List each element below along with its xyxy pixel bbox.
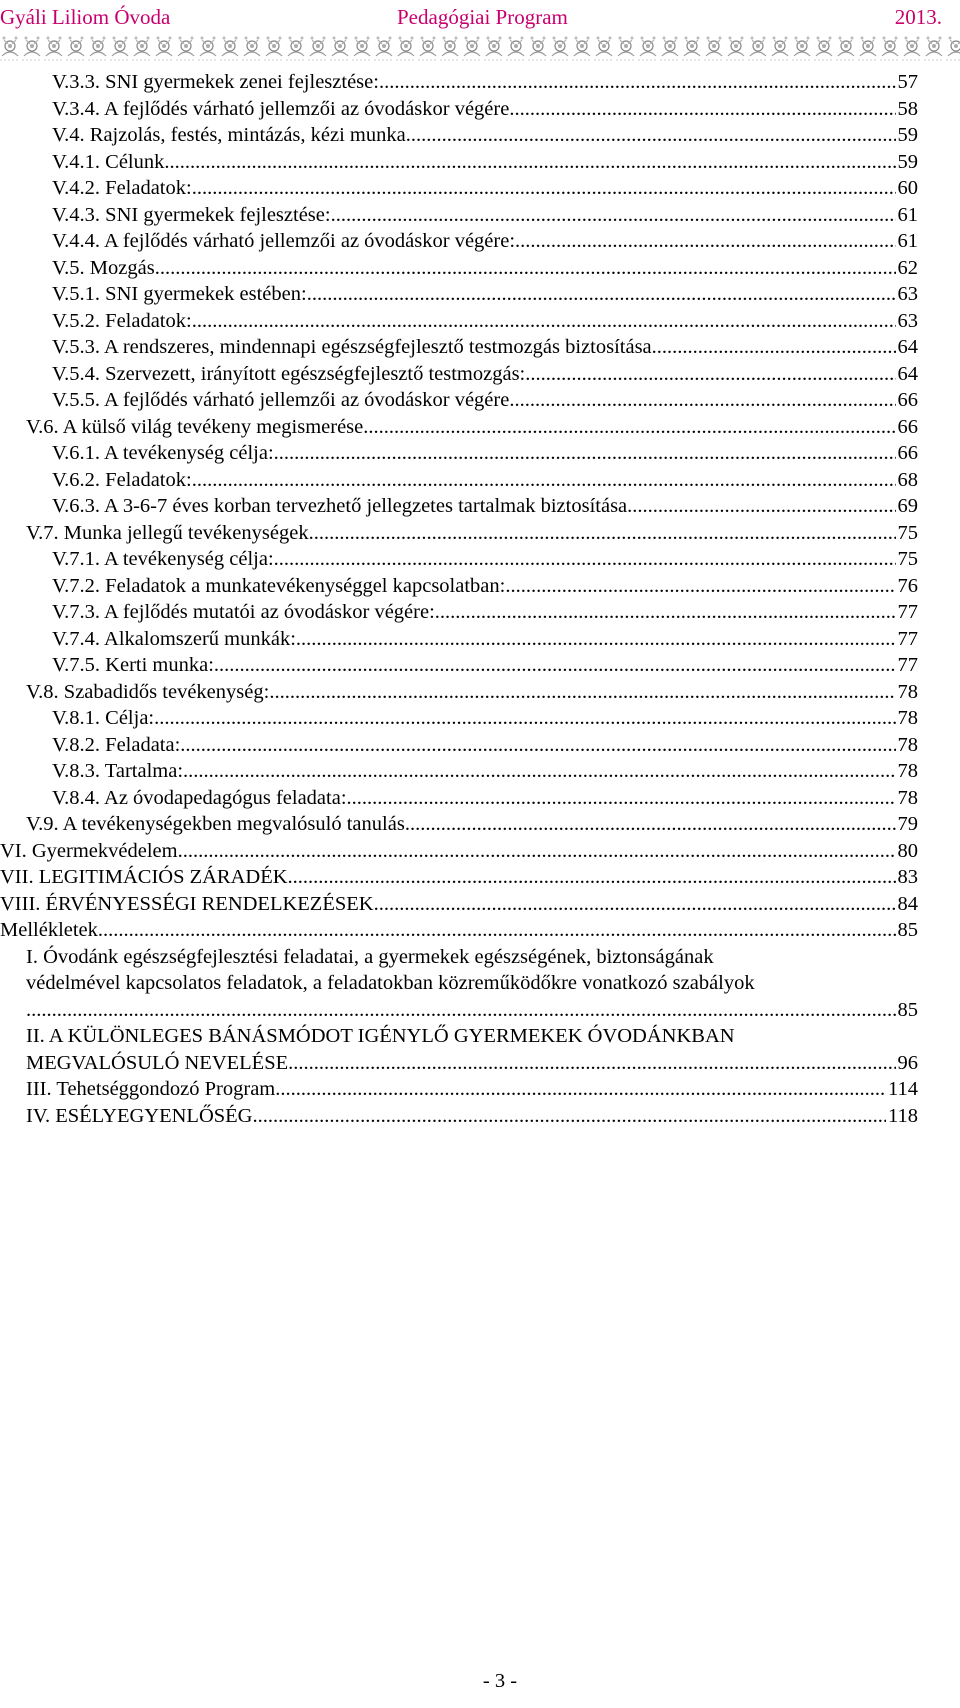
toc-entry-page: 77 bbox=[897, 601, 918, 623]
toc-entry[interactable] bbox=[52, 706, 918, 731]
toc-entry-page: 78 bbox=[897, 760, 918, 782]
toc-dot-leader bbox=[509, 388, 895, 413]
toc-entry-title: V.4.1. Célunk bbox=[52, 150, 165, 173]
toc-entry-page: 77 bbox=[897, 654, 918, 676]
toc-entry-title: V.3.4. A fejlődés várható jellemzői az óvodáskor végére bbox=[52, 97, 510, 120]
toc-entry-page: 63 bbox=[897, 283, 918, 305]
toc-dot-leader bbox=[155, 256, 896, 281]
toc-entry-title: V.8.1. Célja: bbox=[52, 707, 155, 729]
toc-dot-leader bbox=[405, 812, 896, 837]
toc-entry[interactable] bbox=[26, 521, 918, 546]
floral-ornament-border bbox=[0, 34, 960, 64]
toc-entry-page: 64 bbox=[897, 362, 918, 385]
toc-entry[interactable] bbox=[26, 415, 918, 440]
toc-entry-title: V.4. Rajzolás, festés, mintázás, kézi munka bbox=[52, 124, 406, 146]
toc-dot-leader bbox=[379, 70, 896, 95]
toc-entry-title: V.9. A tevékenységekben megvalósuló tanulás bbox=[26, 813, 405, 835]
toc-entry-page: 76 bbox=[897, 574, 918, 597]
toc-dot-leader bbox=[26, 998, 896, 1023]
toc-entry[interactable] bbox=[52, 70, 918, 95]
toc-entry[interactable] bbox=[52, 229, 918, 254]
toc-entry-page: 66 bbox=[897, 415, 918, 438]
toc-dot-leader bbox=[164, 150, 895, 175]
toc-entry-title: V.4.3. SNI gyermekek fejlesztése: bbox=[52, 203, 331, 226]
toc-dot-leader bbox=[296, 627, 896, 652]
toc-entry[interactable] bbox=[52, 335, 918, 360]
toc-dot-leader bbox=[515, 229, 895, 254]
toc-entry-title: V.7. Munka jellegű tevékenységek bbox=[26, 521, 309, 544]
toc-entry-title: V.4.2. Feladatok: bbox=[52, 177, 192, 199]
toc-entry-title: V.5.2. Feladatok: bbox=[52, 309, 192, 332]
toc-dot-leader bbox=[183, 759, 895, 784]
toc-entry-page: 118 bbox=[888, 1104, 918, 1127]
toc-entry[interactable] bbox=[52, 786, 918, 811]
toc-dot-leader bbox=[363, 415, 895, 440]
toc-entry-page: 83 bbox=[897, 866, 918, 888]
toc-entry-page: 63 bbox=[897, 309, 918, 332]
toc-entry[interactable] bbox=[26, 1051, 918, 1076]
toc-entry-title: VIII. ÉRVÉNYESSÉGI RENDELKEZÉSEK bbox=[0, 892, 374, 915]
toc-entry-title: V.8.2. Feladata: bbox=[52, 733, 181, 756]
toc-dot-leader bbox=[374, 892, 896, 917]
toc-dot-leader bbox=[627, 494, 895, 519]
toc-dot-leader bbox=[331, 203, 896, 228]
toc-entry-title: V.5.4. Szervezett, irányított egészségfejlesztő testmozgás: bbox=[52, 362, 526, 385]
toc-entry-title-line: II. A KÜLÖNLEGES BÁNÁSMÓDOT IGÉNYLŐ GYERMEKEK ÓVODÁNKBAN bbox=[26, 1025, 735, 1047]
toc-dot-leader bbox=[192, 309, 896, 334]
toc-entry-title-line: védelmével kapcsolatos feladatok, a feladatokban közreműködőkre vonatkozó szabályok bbox=[26, 972, 755, 994]
toc-entry-title: V.5.3. A rendszeres, mindennapi egészségfejlesztő testmozgás biztosítása bbox=[52, 336, 652, 358]
toc-entry-page: 85 bbox=[897, 998, 918, 1021]
toc-entry[interactable] bbox=[26, 812, 918, 837]
toc-entry-page: 61 bbox=[897, 203, 918, 226]
page-header bbox=[0, 0, 960, 30]
toc-entry-title: V.5.1. SNI gyermekek estében: bbox=[52, 283, 307, 305]
toc-entry[interactable] bbox=[52, 203, 918, 228]
toc-dot-leader bbox=[214, 653, 896, 678]
toc-entry-title: V.7.5. Kerti munka: bbox=[52, 654, 214, 676]
toc-entry-title: V.7.2. Feladatok a munkatevékenységgel kapcsolatban: bbox=[52, 574, 506, 597]
header-document-title: Pedagógiai Program bbox=[397, 5, 568, 29]
toc-dot-leader bbox=[652, 335, 896, 360]
toc-entry-page: 84 bbox=[897, 892, 918, 915]
toc-entry[interactable] bbox=[26, 998, 918, 1023]
toc-entry-title: V.8.3. Tartalma: bbox=[52, 760, 184, 782]
toc-entry-page: 58 bbox=[897, 97, 918, 120]
toc-dot-leader bbox=[288, 1051, 895, 1076]
toc-entry[interactable] bbox=[52, 733, 918, 758]
toc-entry[interactable] bbox=[52, 600, 918, 625]
toc-dot-leader bbox=[288, 865, 896, 890]
toc-entry-page: 114 bbox=[888, 1078, 918, 1100]
toc-entry[interactable] bbox=[52, 362, 918, 387]
toc-entry-title: V.6.3. A 3-6-7 éves korban tervezhető jellegzetes tartalmak biztosítása bbox=[52, 495, 628, 517]
toc-entry-page: 69 bbox=[897, 495, 918, 517]
toc-entry[interactable] bbox=[52, 653, 918, 678]
toc-entry-page: 59 bbox=[897, 150, 918, 173]
toc-entry-title: VI. Gyermekvédelem bbox=[0, 839, 178, 862]
toc-entry-page: 85 bbox=[897, 919, 918, 941]
toc-entry-page: 79 bbox=[897, 813, 918, 835]
toc-entry-page: 77 bbox=[897, 627, 918, 650]
toc-entry-title: IV. ESÉLYEGYENLŐSÉG bbox=[26, 1104, 253, 1127]
toc-entry-title: V.6. A külső világ tevékeny megismerése bbox=[26, 415, 364, 438]
toc-entry[interactable] bbox=[52, 494, 918, 519]
toc-dot-leader bbox=[347, 786, 896, 811]
toc-entry-page: 80 bbox=[897, 839, 918, 862]
toc-entry[interactable] bbox=[26, 1077, 918, 1102]
toc-entry[interactable] bbox=[52, 388, 918, 413]
toc-entry[interactable] bbox=[52, 97, 918, 122]
toc-entry-title: Mellékletek bbox=[0, 919, 98, 941]
toc-entry-page: 66 bbox=[897, 389, 918, 411]
toc-dot-leader bbox=[406, 123, 896, 148]
toc-dot-leader bbox=[274, 441, 896, 466]
toc-dot-leader bbox=[505, 574, 895, 599]
toc-dot-leader bbox=[252, 1104, 886, 1129]
toc-entry-title: V.7.3. A fejlődés mutatói az óvodáskor végére: bbox=[52, 601, 435, 623]
toc-entry-title: V.8. Szabadidős tevékenység: bbox=[26, 680, 270, 703]
toc-dot-leader bbox=[435, 600, 896, 625]
toc-dot-leader bbox=[154, 706, 895, 731]
toc-entry[interactable] bbox=[52, 759, 918, 784]
toc-entry-title: V.5. Mozgás bbox=[52, 256, 155, 279]
toc-entry[interactable] bbox=[52, 627, 918, 652]
toc-entry-title: V.8.4. Az óvodapedagógus feladata: bbox=[52, 786, 347, 809]
toc-entry[interactable] bbox=[26, 1104, 918, 1129]
toc-entry-page: 75 bbox=[897, 548, 918, 570]
toc-dot-leader bbox=[180, 733, 895, 758]
toc-entry-title: V.6.2. Feladatok: bbox=[52, 468, 192, 491]
toc-entry-page: 78 bbox=[897, 707, 918, 729]
toc-dot-leader bbox=[192, 468, 896, 493]
toc-entry-page: 68 bbox=[897, 468, 918, 491]
toc-entry-title: V.3.3. SNI gyermekek zenei fejlesztése: bbox=[52, 71, 379, 93]
toc-entry-title: V.7.4. Alkalomszerű munkák: bbox=[52, 627, 296, 650]
toc-dot-leader bbox=[269, 680, 895, 705]
toc-dot-leader bbox=[178, 839, 896, 864]
toc-dot-leader bbox=[192, 176, 896, 201]
toc-dot-leader bbox=[309, 521, 896, 546]
toc-entry[interactable] bbox=[52, 574, 918, 599]
toc-entry-page: 96 bbox=[897, 1051, 918, 1074]
toc-entry-page: 64 bbox=[897, 336, 918, 358]
page-number: - 3 - bbox=[482, 1670, 518, 1692]
toc-entry[interactable] bbox=[0, 839, 918, 864]
toc-entry-title-line: I. Óvodánk egészségfejlesztési feladatai, a gyermekek egészségének, biztonságának bbox=[26, 945, 714, 968]
header-institution: Gyáli Liliom Óvoda bbox=[0, 5, 171, 29]
toc-dot-leader bbox=[509, 97, 895, 122]
toc-entry-title: V.4.4. A fejlődés várható jellemzői az óvodáskor végére: bbox=[52, 230, 516, 252]
toc-entry[interactable] bbox=[52, 176, 918, 201]
toc-entry[interactable] bbox=[52, 282, 918, 307]
toc-dot-leader bbox=[98, 918, 896, 943]
toc-entry-page: 75 bbox=[897, 521, 918, 544]
toc-entry[interactable] bbox=[0, 918, 918, 943]
toc-entry-title: V.6.1. A tevékenység célja: bbox=[52, 442, 274, 464]
toc-entry-page: 78 bbox=[897, 680, 918, 703]
toc-entry-page: 60 bbox=[897, 177, 918, 199]
toc-entry-title: V.7.1. A tevékenység célja: bbox=[52, 548, 274, 570]
toc-entry-page: 78 bbox=[897, 733, 918, 756]
toc-entry-page: 78 bbox=[897, 786, 918, 809]
toc-dot-leader bbox=[275, 1077, 886, 1102]
toc-entry[interactable] bbox=[0, 892, 918, 917]
toc-entry-title: III. Tehetséggondozó Program bbox=[26, 1078, 276, 1100]
toc-entry-page: 61 bbox=[897, 230, 918, 252]
toc-entry-page: 62 bbox=[897, 256, 918, 279]
toc-entry[interactable] bbox=[52, 256, 918, 281]
toc-entry[interactable] bbox=[0, 865, 918, 890]
header-year: 2013. bbox=[894, 5, 942, 29]
toc-entry[interactable] bbox=[52, 468, 918, 493]
toc-entry-title: MEGVALÓSULÓ NEVELÉSE bbox=[26, 1051, 289, 1074]
toc-entry[interactable] bbox=[52, 441, 918, 466]
toc-dot-leader bbox=[307, 282, 896, 307]
toc-entry[interactable] bbox=[52, 150, 918, 175]
toc-entry[interactable] bbox=[52, 123, 918, 148]
toc-entry[interactable] bbox=[52, 547, 918, 572]
toc-entry-title: VII. LEGITIMÁCIÓS ZÁRADÉK bbox=[0, 866, 288, 888]
toc-entry-title: V.5.5. A fejlődés várható jellemzői az óvodáskor végére bbox=[52, 389, 510, 411]
toc-entry[interactable] bbox=[52, 309, 918, 334]
toc-entry-page: 66 bbox=[897, 442, 918, 464]
toc-dot-leader bbox=[274, 547, 896, 572]
toc-entry[interactable] bbox=[26, 680, 918, 705]
toc-dot-leader bbox=[525, 362, 895, 387]
toc-entry-page: 59 bbox=[897, 124, 918, 146]
toc-entry-page: 57 bbox=[897, 71, 918, 93]
